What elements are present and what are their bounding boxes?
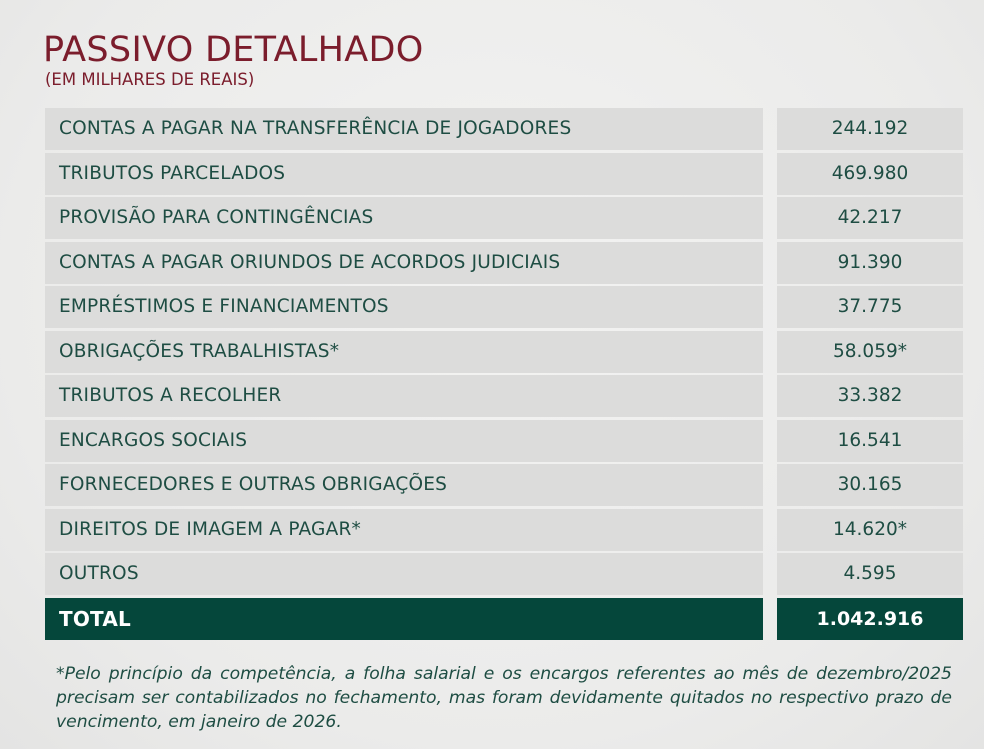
table-row xyxy=(45,420,963,462)
row-value: 37.775 xyxy=(777,286,963,328)
row-value: 244.192 xyxy=(777,108,963,150)
row-label: PROVISÃO PARA CONTINGÊNCIAS xyxy=(45,197,763,239)
footnote: *Pelo princípio da competência, a folha salarial e os encargos referentes ao mês de dezembro/2025 precisam ser contabilizados no fechamento, mas foram devidamente quitados no respectivo prazo de vencimento, em janeiro de 2026. xyxy=(56,664,952,732)
row-value: 58.059* xyxy=(777,331,963,373)
row-label: DIREITOS DE IMAGEM A PAGAR* xyxy=(45,509,763,551)
row-label: TRIBUTOS A RECOLHER xyxy=(45,375,763,417)
row-label: TRIBUTOS PARCELADOS xyxy=(45,153,763,195)
table-row xyxy=(45,375,963,417)
table-row xyxy=(45,331,963,373)
row-value: 30.165 xyxy=(777,464,963,506)
total-row xyxy=(45,598,963,640)
row-value: 42.217 xyxy=(777,197,963,239)
total-value: 1.042.916 xyxy=(777,598,963,640)
row-value: 33.382 xyxy=(777,375,963,417)
row-value: 91.390 xyxy=(777,242,963,284)
table-row xyxy=(45,108,963,150)
table-row xyxy=(45,153,963,195)
table-row xyxy=(45,242,963,284)
total-label: TOTAL xyxy=(45,598,763,640)
row-label: OUTROS xyxy=(45,553,763,595)
liabilities-table xyxy=(45,108,963,642)
table-row xyxy=(45,286,963,328)
row-value: 4.595 xyxy=(777,553,963,595)
page-title: PASSIVO DETALHADO xyxy=(43,30,424,70)
row-label: FORNECEDORES E OUTRAS OBRIGAÇÕES xyxy=(45,464,763,506)
row-value: 16.541 xyxy=(777,420,963,462)
table-row xyxy=(45,553,963,595)
row-value: 469.980 xyxy=(777,153,963,195)
table-row xyxy=(45,464,963,506)
table-row xyxy=(45,509,963,551)
row-label: CONTAS A PAGAR NA TRANSFERÊNCIA DE JOGADORES xyxy=(45,108,763,150)
row-label: OBRIGAÇÕES TRABALHISTAS* xyxy=(45,331,763,373)
row-label: ENCARGOS SOCIAIS xyxy=(45,420,763,462)
page-subtitle: (EM MILHARES DE REAIS) xyxy=(45,70,255,89)
row-label: EMPRÉSTIMOS E FINANCIAMENTOS xyxy=(45,286,763,328)
row-value: 14.620* xyxy=(777,509,963,551)
row-label: CONTAS A PAGAR ORIUNDOS DE ACORDOS JUDICIAIS xyxy=(45,242,763,284)
table-row xyxy=(45,197,963,239)
